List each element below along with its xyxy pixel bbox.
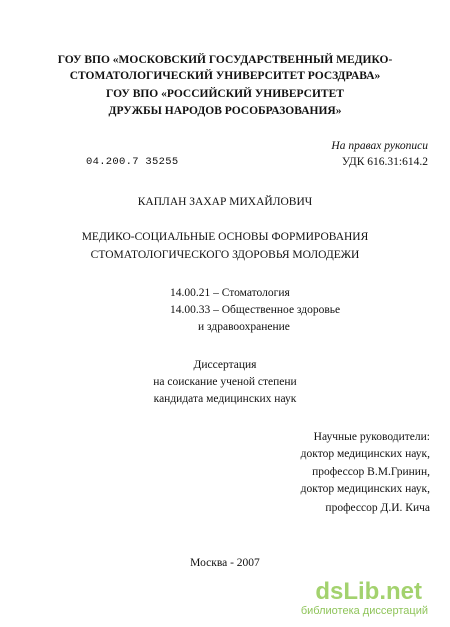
dslib-watermark-subtitle: библиотека диссертаций [300,605,428,617]
dissertation-line-3: кандидата медицинских наук [153,393,297,405]
header-line-4: ДРУЖБЫ НАРОДОВ РОСОБРАЗОВАНИЯ» [108,105,342,117]
udc-code: УДК 616.31:614.2 [341,156,428,168]
title-line-2: СТОМАТОЛОГИЧЕСКОГО ЗДОРОВЬЯ МОЛОДЕЖИ [90,249,360,261]
dissertation-line-1: Диссертация [193,359,257,371]
city-year: Москва - 2007 [190,557,260,569]
dslib-watermark-logo [315,580,422,604]
title-line-1: МЕДИКО-СОЦИАЛЬНЫЕ ОСНОВЫ ФОРМИРОВАНИЯ [81,231,369,243]
watermark-logo-text: dsLib.net [315,578,422,605]
supervisor-2-name: профессор Д.И. Кича [325,502,430,514]
supervisor-2-degree: доктор медицинских наук, [300,483,430,495]
author-name: КАПЛАН ЗАХАР МИХАЙЛОВИЧ [137,196,313,208]
header-line-3: ГОУ ВПО «РОССИЙСКИЙ УНИВЕРСИТЕТ [106,88,344,100]
supervisors-heading: Научные руководители: [313,431,430,443]
supervisor-1-name: профессор В.М.Гринин, [312,466,430,478]
rights-notice: На правах рукописи [331,140,428,152]
archive-stamp-code: 04.200.7 35255 [86,156,179,168]
specialty-line-2: 14.00.33 – Общественное здоровье [170,304,341,316]
header-line-2: СТОМАТОЛОГИЧЕСКИЙ УНИВЕРСИТЕТ РОСЗДРАВА» [69,70,381,82]
supervisor-1-degree: доктор медицинских наук, [300,448,430,460]
specialty-line-1: 14.00.21 – Стоматология [170,287,290,299]
specialty-line-3: и здравоохранение [198,321,290,333]
dissertation-line-2: на соискание ученой степени [153,376,297,388]
header-line-1: ГОУ ВПО «МОСКОВСКИЙ ГОСУДАРСТВЕННЫЙ МЕДИКО- [57,54,393,66]
